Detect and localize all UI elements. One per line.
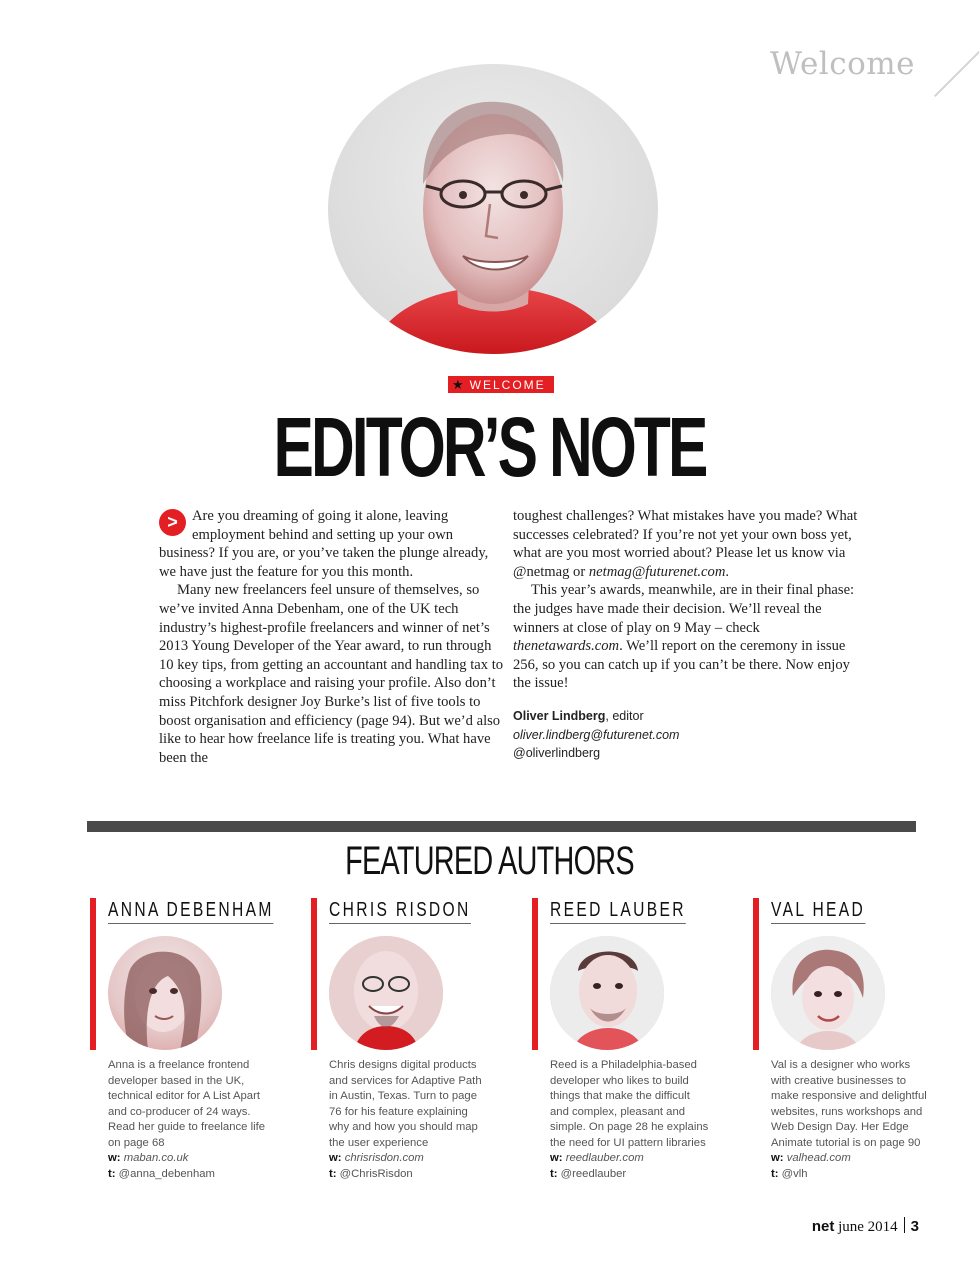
author-photo [550, 936, 664, 1050]
author-name: CHRIS RISDON [329, 898, 471, 924]
author-website-link[interactable]: reedlauber.com [565, 1152, 644, 1164]
author-bio-text: Anna is a freelance frontend developer based in the UK, technical editor for A List Apart and co-producer of 24 ways. Read her guide to freelance life on page 68 [108, 1059, 266, 1149]
website-label: w: [329, 1152, 342, 1164]
section-slash-decoration [934, 49, 979, 97]
author-bio [329, 1058, 489, 1182]
signature-name: Oliver Lindberg [513, 708, 606, 723]
welcome-kicker [448, 376, 554, 393]
author-photo [108, 936, 222, 1050]
author-bio [771, 1058, 931, 1182]
author-name: REED LAUBER [550, 898, 686, 924]
author-card-anna [108, 898, 308, 1182]
star-icon: ★ [452, 377, 466, 392]
kicker-text: WELCOME [469, 378, 546, 392]
author-bio [550, 1058, 710, 1182]
folio-issue: june 2014 [838, 1219, 898, 1235]
author-bio [108, 1058, 268, 1182]
paragraph-1-text: Are you dreaming of going it alone, leaving employment behind and setting up your own business? If you are, or you’ve taken the plunge already, we have just the feature for you this month. [159, 508, 489, 580]
author-photo-illustration [329, 936, 443, 1050]
author-accent-bar [311, 898, 317, 1050]
editorial-column-right [513, 507, 858, 763]
author-name: VAL HEAD [771, 898, 865, 924]
paragraph-3 [513, 507, 858, 581]
author-accent-bar [753, 898, 759, 1050]
paragraph-3-text: toughest challenges? What mistakes have you made? What successes celebrated? If you’re not yet your own boss yet, what are you most worried about? Please let us know via @netmag or [513, 508, 858, 580]
signature-email-text: oliver.lindberg@futurenet.com [513, 727, 680, 742]
twitter-label: t: [329, 1167, 337, 1180]
author-twitter-link[interactable]: @reedlauber [560, 1167, 627, 1180]
netawards-link[interactable]: thenetawards.com [513, 638, 620, 655]
author-website-link[interactable]: chrisrisdon.com [344, 1152, 424, 1164]
author-photo-illustration [771, 936, 885, 1050]
author-twitter-link[interactable]: @ChrisRisdon [339, 1167, 413, 1180]
author-website-link[interactable]: valhead.com [786, 1152, 851, 1164]
paragraph-3-end: . [725, 563, 730, 580]
author-photo-illustration [550, 936, 664, 1050]
website-label: w: [550, 1152, 563, 1164]
author-accent-bar [90, 898, 96, 1050]
signature-twitter[interactable]: @oliverlindberg [513, 746, 601, 761]
twitter-label: t: [771, 1167, 779, 1180]
author-bio-text: Chris designs digital products and services for Adaptive Path in Austin, Texas. Turn to page 76 for his feature explaining why and how you should map the user experience [329, 1059, 482, 1149]
intro-paragraph [159, 507, 504, 581]
paragraph-4-end: . We’ll report on the ceremony in issue 256, so you can catch up if you can’t be there. Now enjoy the issue! [513, 638, 850, 692]
author-photo [771, 936, 885, 1050]
twitter-label: t: [550, 1167, 558, 1180]
author-bio-text: Reed is a Philadelphia-based developer who likes to build things that make the difficult and complex, pleasant and simple. On page 28 he explains the need for UI pattern libraries [550, 1059, 709, 1149]
author-card-chris [329, 898, 529, 1182]
author-name: ANNA DEBENHAM [108, 898, 274, 924]
section-divider [87, 821, 916, 832]
editor-signature [513, 707, 858, 763]
editor-portrait-illustration [328, 64, 658, 354]
featured-authors-heading: FEATURED AUTHORS [345, 839, 634, 883]
author-photo-illustration [108, 936, 222, 1050]
section-label: Welcome [770, 46, 915, 82]
author-accent-bar [532, 898, 538, 1050]
author-twitter-link[interactable]: @vlh [781, 1167, 808, 1180]
twitter-label: t: [108, 1167, 116, 1180]
editor-portrait [328, 64, 658, 354]
page-title: EDITOR’S NOTE [273, 400, 706, 494]
page-number: 3 [910, 1218, 919, 1235]
paragraph-2: Many new freelancers feel unsure of themselves, so we’ve invited Anna Debenham, one of the UK tech industry’s highest-profile freelancers and winner of net’s 2013 Young Developer of the Year award, to run through 10 key tips, from getting an accountant and handling tax to choosing a workplace and raising your profile. Also don’t miss Pitchfork designer Joy Burke’s list of five tools to boost organisation and efficiency (page 94). But we’d also like to hear how freelance life is treating you. What have been the [159, 582, 504, 766]
website-label: w: [771, 1152, 784, 1164]
author-card-reed [550, 898, 750, 1182]
page-folio [812, 1217, 919, 1236]
signature-email[interactable] [513, 726, 858, 745]
author-photo [329, 936, 443, 1050]
paragraph-4 [513, 581, 858, 693]
netmag-email-link[interactable]: netmag@futurenet.com [588, 563, 726, 580]
author-card-val [771, 898, 971, 1182]
paragraph-4-text: This year’s awards, meanwhile, are in their final phase: the judges have made their decision. We’ll reveal the winners at close of play on 9 May – check [513, 582, 855, 636]
editorial-column-left [159, 507, 504, 767]
author-twitter-link[interactable]: @anna_debenham [118, 1167, 215, 1180]
website-label: w: [108, 1152, 121, 1164]
signature-name-line [513, 707, 858, 726]
chevron-right-icon: > [159, 509, 186, 536]
folio-separator [904, 1217, 905, 1233]
author-bio-text: Val is a designer who works with creative businesses to make responsive and delightful websites, runs workshops and Web Design Day. Her Edge Animate tutorial is on page 90 [771, 1059, 927, 1149]
folio-brand: net [811, 1218, 835, 1235]
author-website-link[interactable]: maban.co.uk [123, 1152, 189, 1164]
signature-role: , editor [605, 708, 644, 723]
